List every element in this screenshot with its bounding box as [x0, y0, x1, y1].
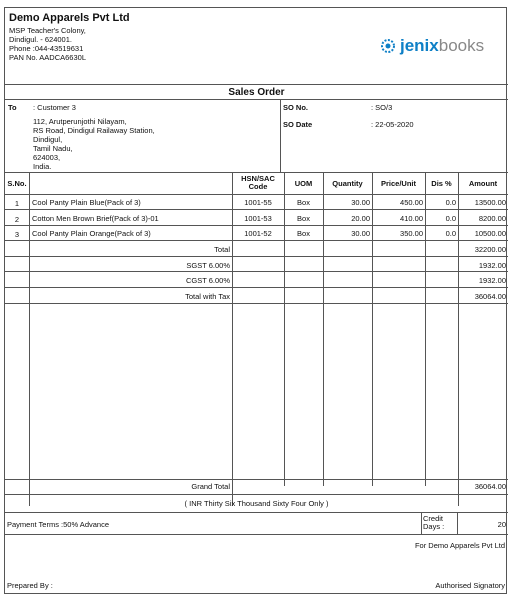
row-uom: Box — [297, 214, 310, 223]
credit-days-label-line2: Days : — [423, 522, 445, 531]
row-sno: 3 — [14, 230, 20, 239]
company-address — [9, 26, 86, 62]
company-address-line: Dindigul. - 624001. — [9, 35, 72, 44]
company-name: Demo Apparels Pvt Ltd — [9, 12, 130, 24]
col-header-hsn — [232, 175, 284, 191]
row-quantity: 30.00 — [351, 229, 370, 238]
credit-days-value: 20 — [497, 520, 506, 529]
authorised-signatory: Authorised Signatory — [435, 581, 505, 590]
col-header-sno: S.No. — [7, 179, 27, 188]
grand-total-value: 36064.00 — [474, 482, 506, 491]
customer-name: : Customer 3 — [33, 103, 76, 112]
row-discount: 0.0 — [445, 229, 456, 238]
row-hsn: 1001-55 — [244, 198, 272, 207]
col-header-hsn-line2: Code — [248, 182, 268, 191]
row-hsn: 1001-53 — [244, 214, 272, 223]
row-hsn: 1001-52 — [244, 229, 272, 238]
payment-terms: Payment Terms :50% Advance — [7, 520, 109, 529]
customer-address-line: 112, Arutperunjothi Nilayam, — [33, 117, 127, 126]
cgst-label: CGST 6.00% — [185, 276, 230, 285]
row-amount: 8200.00 — [478, 214, 506, 223]
customer-address-line: 624003, — [33, 153, 61, 162]
row-description: Cool Panty Plain Orange(Pack of 3) — [32, 229, 151, 238]
customer-address-line: Tamil Nadu, — [33, 144, 73, 153]
logo-gear-icon — [379, 37, 397, 55]
row-price: 450.00 — [400, 198, 423, 207]
row-sno: 2 — [14, 215, 20, 224]
total-with-tax-label: Total with Tax — [185, 292, 230, 301]
row-discount: 0.0 — [445, 214, 456, 223]
sgst-label: SGST 6.00% — [186, 261, 230, 270]
row-sno: 1 — [14, 199, 20, 208]
row-description: Cool Panty Plain Blue(Pack of 3) — [32, 198, 141, 207]
company-address-line: Phone :044-43519631 — [9, 44, 84, 53]
row-amount: 13500.00 — [474, 198, 506, 207]
cgst-value: 1932.00 — [478, 276, 506, 285]
total-value: 32200.00 — [474, 245, 506, 254]
to-label: To — [8, 103, 17, 112]
row-quantity: 30.00 — [351, 198, 370, 207]
row-price: 410.00 — [400, 214, 423, 223]
customer-address-line: India. — [33, 162, 52, 171]
row-description: Cotton Men Brown Brief(Pack of 3)-01 — [32, 214, 159, 223]
row-uom: Box — [297, 198, 310, 207]
customer-address — [33, 117, 155, 171]
row-price: 350.00 — [400, 229, 423, 238]
row-quantity: 20.00 — [351, 214, 370, 223]
grand-total-label: Grand Total — [191, 482, 230, 491]
sgst-value: 1932.00 — [478, 261, 506, 270]
document-title: Sales Order — [228, 87, 285, 98]
sales-order-document — [4, 7, 507, 594]
company-address-line: MSP Teacher's Colony, — [9, 26, 86, 35]
so-date-value: : 22-05-2020 — [371, 120, 414, 129]
jenixbooks-logo — [379, 36, 484, 56]
col-header-uom: UOM — [294, 179, 313, 188]
for-company: For Demo Apparels Pvt Ltd — [414, 541, 505, 550]
company-address-line: PAN No. AADCA6630L — [9, 53, 86, 62]
credit-days-label-line1: Credit — [423, 514, 444, 523]
so-number-label: SO No. — [283, 103, 309, 112]
credit-days-label — [423, 515, 444, 531]
logo-text-part2: books — [438, 36, 485, 55]
customer-address-line: RS Road, Dindigul Railaway Station, — [33, 126, 155, 135]
prepared-by: Prepared By : — [7, 581, 53, 590]
col-header-quantity: Quantity — [332, 179, 363, 188]
so-date-label: SO Date — [283, 120, 313, 129]
logo-text-part1: jenix — [400, 36, 439, 55]
col-header-amount: Amount — [468, 179, 498, 188]
row-amount: 10500.00 — [474, 229, 506, 238]
col-header-price: Price/Unit — [380, 179, 416, 188]
total-label: Total — [214, 245, 230, 254]
amount-in-words: ( INR Thirty Six Thousand Sixty Four Only ) — [184, 499, 329, 508]
row-discount: 0.0 — [445, 198, 456, 207]
total-with-tax-value: 36064.00 — [474, 292, 506, 301]
so-number-value: : SO/3 — [371, 103, 393, 112]
col-header-discount: Dis % — [431, 179, 452, 188]
customer-address-line: Dindigul, — [33, 135, 63, 144]
col-header-hsn-line1: HSN/SAC — [241, 174, 275, 183]
row-uom: Box — [297, 229, 310, 238]
